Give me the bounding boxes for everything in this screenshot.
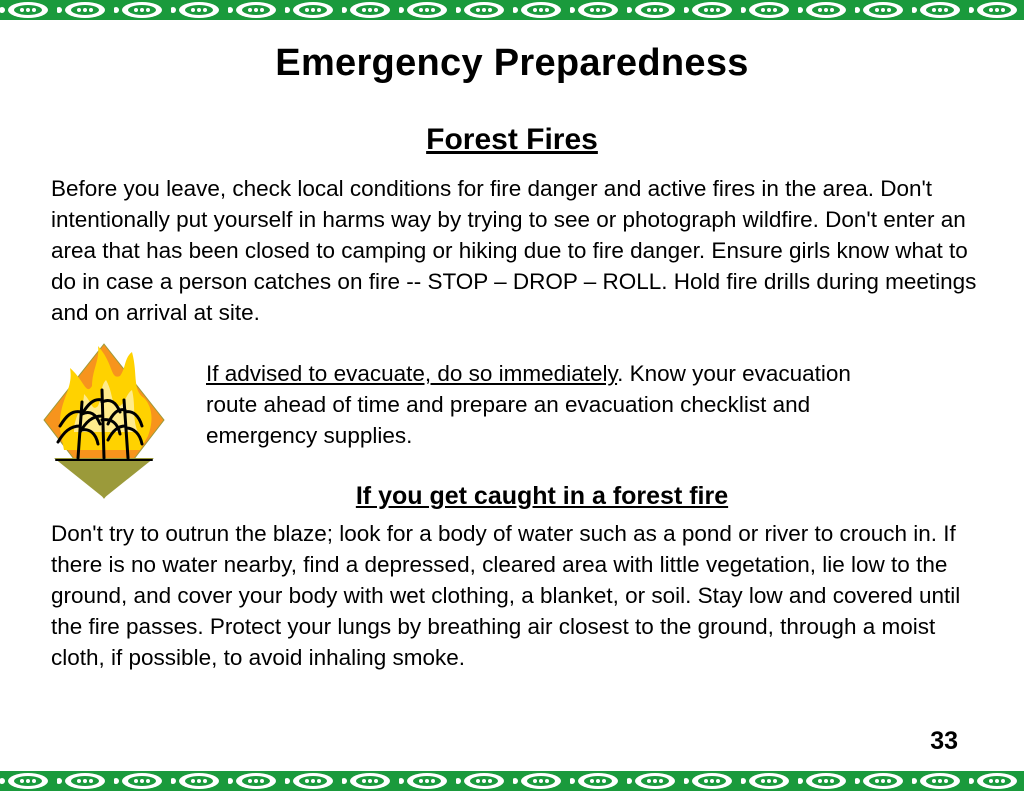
bottom-border xyxy=(0,771,1024,791)
forest-fire-icon xyxy=(40,340,168,502)
page-title: Emergency Preparedness xyxy=(275,42,749,84)
page-number: 33 xyxy=(930,727,958,755)
evacuate-instruction: If advised to evacuate, do so immediately xyxy=(206,361,618,386)
evacuate-paragraph xyxy=(206,358,906,451)
before-you-leave-paragraph: Before you leave, check local conditions for fire danger and active fires in the area. Don't intentionally put yourself in harms way by trying to see or photograph wildfire. Don't enter an area that has been closed to camping or hiking due to fire danger. Ensure girls know what to do in case a person catches on fire -- STOP – DROP – ROLL. Hold fire drills during meetings and on arrival at site. xyxy=(51,176,977,325)
trefoil-border-pattern-icon xyxy=(0,771,1024,791)
caught-in-fire-heading: If you get caught in a forest fire xyxy=(355,482,729,510)
caught-in-fire-paragraph: Don't try to outrun the blaze; look for a body of water such as a pond or river to crouch in. If there is no water nearby, find a depressed, cleared area with little vegetation, lie low to the ground, and cover your body with wet clothing, a blanket, or soil. Stay low and covered until the fire passes. Protect your lungs by breathing air closest to the ground, through a moist cloth, if possible, to avoid inhaling smoke. xyxy=(51,521,961,670)
trefoil-border-pattern-icon xyxy=(0,0,1024,20)
section-title: Forest Fires xyxy=(426,123,598,156)
evacuate-details: . Know your evacuation route ahead of time and prepare an evacuation checklist and emergency supplies. xyxy=(206,361,851,448)
top-border xyxy=(0,0,1024,20)
